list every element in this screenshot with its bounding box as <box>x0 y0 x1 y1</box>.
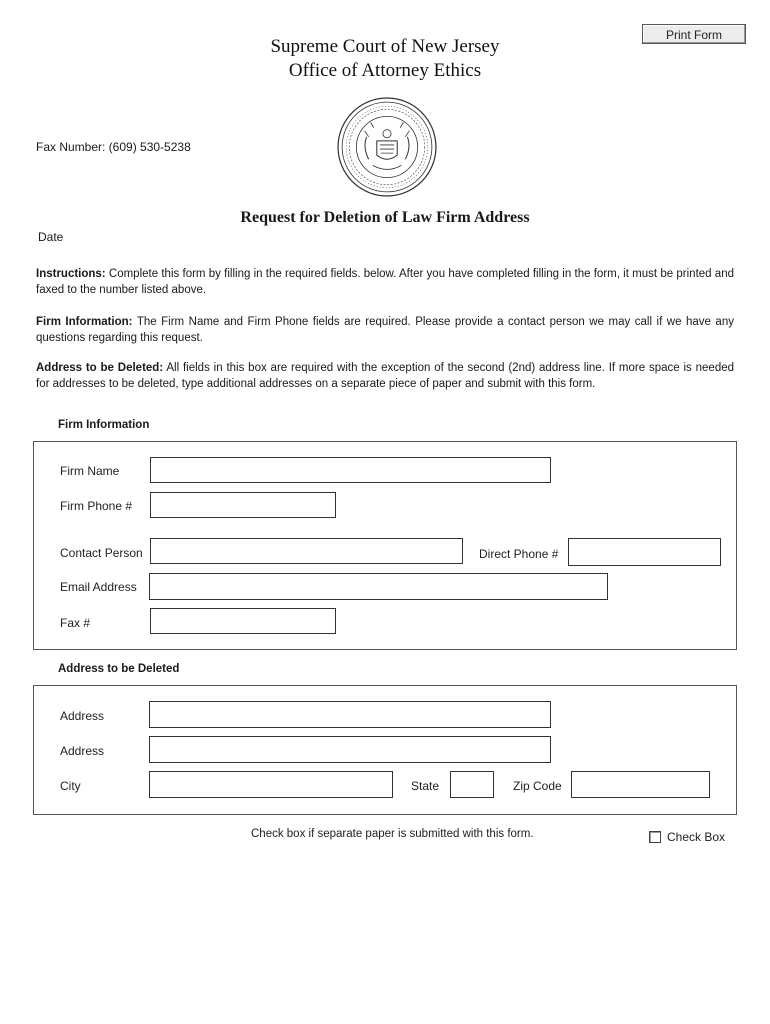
check-box-label: Check Box <box>667 830 726 844</box>
firm-name-label: Firm Name <box>60 464 120 478</box>
email-address-label: Email Address <box>60 580 137 594</box>
office-name: Office of Attorney Ethics <box>288 60 482 81</box>
firm-phone-input[interactable] <box>150 492 336 518</box>
city-input[interactable] <box>149 771 393 798</box>
address-note-label: Address to be Deleted: <box>36 362 164 374</box>
contact-person-label: Contact Person <box>60 546 143 560</box>
firm-info-text: The Firm Name and Firm Phone fields are required. Please provide a contact person we may call if we have any questions regarding this request. <box>36 316 734 344</box>
direct-phone-input[interactable] <box>568 538 721 566</box>
zip-code-label: Zip Code <box>513 779 562 793</box>
address-line1-label: Address <box>60 709 105 723</box>
firm-phone-label: Firm Phone # <box>60 499 133 513</box>
address-line2-input[interactable] <box>149 736 551 763</box>
instructions-paragraph <box>36 266 734 298</box>
city-label: City <box>60 779 81 793</box>
contact-person-input[interactable] <box>150 538 463 564</box>
state-seal-icon <box>336 96 438 198</box>
address-note-paragraph <box>36 360 734 392</box>
separate-paper-checkbox[interactable] <box>649 831 661 843</box>
state-input[interactable] <box>450 771 494 798</box>
form-title: Request for Deletion of Law Firm Address <box>240 209 530 226</box>
address-section-title: Address to be Deleted <box>58 663 180 675</box>
state-label: State <box>411 779 440 793</box>
instructions-label: Instructions: <box>36 268 106 280</box>
instructions-text: Complete this form by filling in the required fields. below. After you have completed filling in the form, it must be printed and faxed to the number listed above. <box>36 268 734 296</box>
court-name: Supreme Court of New Jersey <box>270 36 500 57</box>
direct-phone-label: Direct Phone # <box>479 547 559 561</box>
address-line1-input[interactable] <box>149 701 551 728</box>
fax-label: Fax # <box>60 616 91 630</box>
firm-info-paragraph <box>36 314 734 346</box>
firm-info-label: Firm Information: <box>36 316 133 328</box>
firm-section-title: Firm Information <box>58 419 150 431</box>
separate-paper-note: Check box if separate paper is submitted with this form. <box>251 828 534 840</box>
fax-number: Fax Number: (609) 530-5238 <box>36 140 191 154</box>
firm-name-input[interactable] <box>150 457 551 483</box>
zip-code-input[interactable] <box>571 771 710 798</box>
fax-input[interactable] <box>150 608 336 634</box>
date-label: Date <box>38 230 64 244</box>
email-address-input[interactable] <box>149 573 608 600</box>
address-note-text: All fields in this box are required with the exception of the second (2nd) address line. If more space is needed for addresses to be deleted, type additional addresses on a separate piece of paper and submit with this form. <box>36 362 735 390</box>
print-form-button[interactable]: Print Form <box>642 24 746 44</box>
address-line2-label: Address <box>60 744 105 758</box>
